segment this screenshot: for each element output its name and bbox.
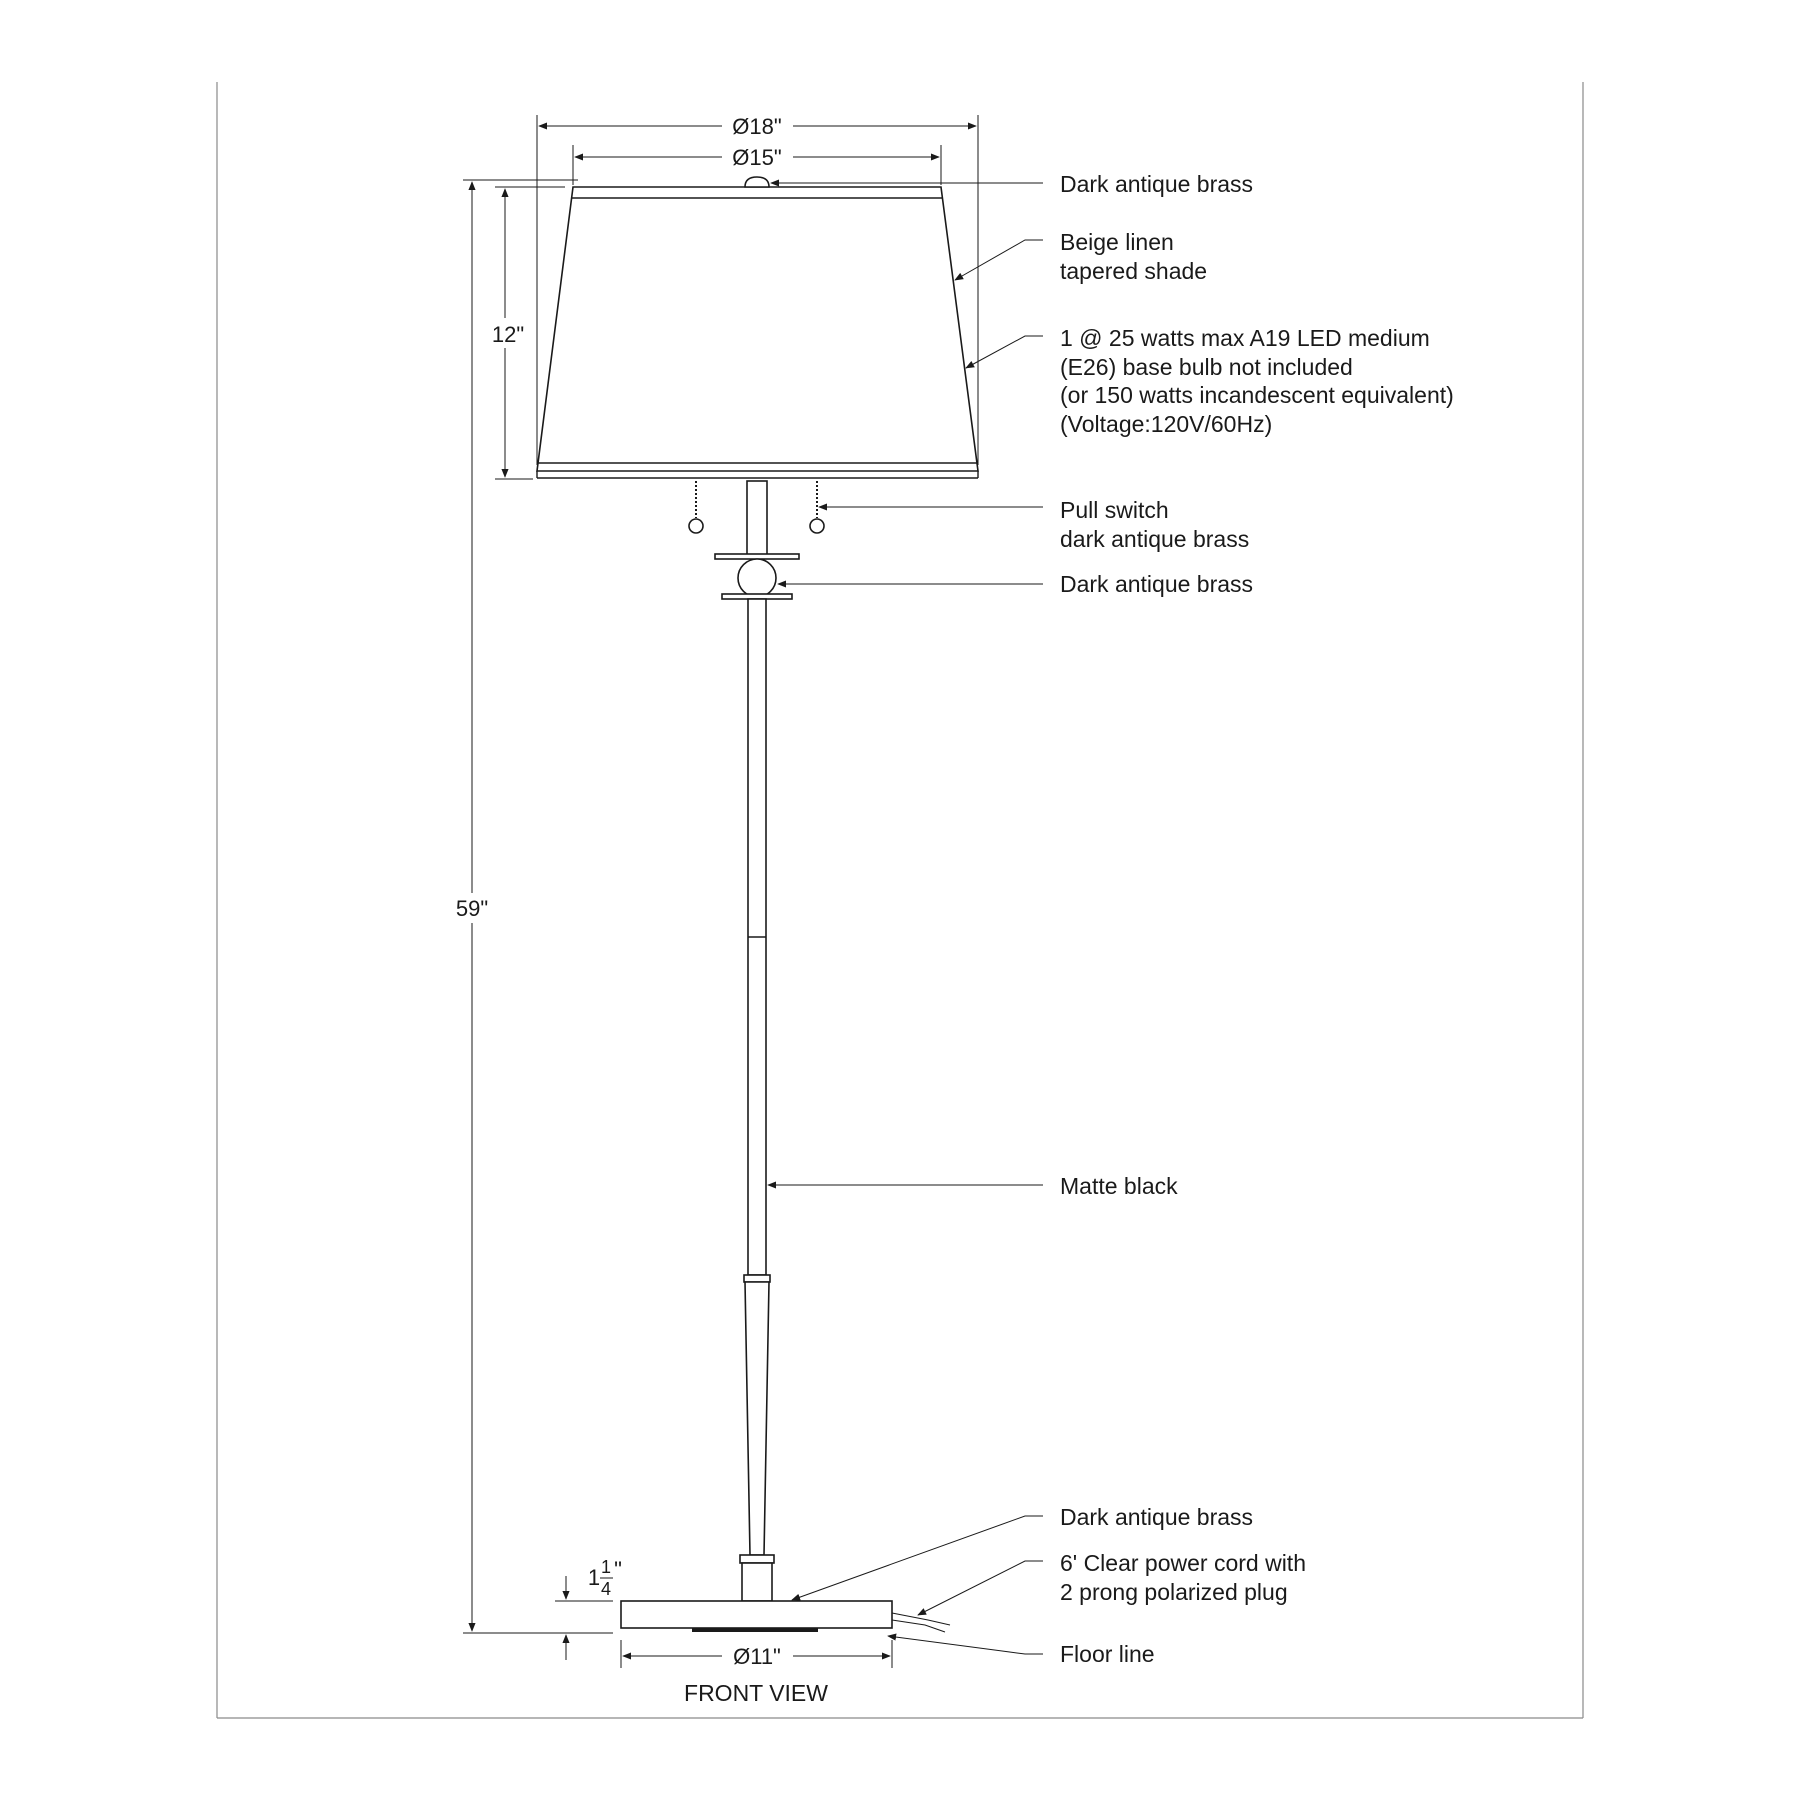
callout-cord-line1: 6' Clear power cord with (1060, 1550, 1306, 1576)
dim-label-base-height-whole: 1 (587, 1565, 601, 1590)
dim-label-base-diameter: Ø11" (733, 1644, 781, 1669)
dim-label-shade-top: Ø15" (732, 145, 782, 170)
callout-switch-line2: dark antique brass (1060, 526, 1250, 552)
knuckle (715, 554, 799, 599)
callout-shade-line1: Beige linen (1060, 229, 1174, 255)
callout-shade-line2: tapered shade (1060, 258, 1208, 284)
dim-label-shade-height: 12" (491, 322, 525, 347)
power-cord (892, 1613, 950, 1632)
callout-base: Dark antique brass (1060, 1504, 1254, 1530)
lamp-base (621, 1601, 892, 1632)
view-label: FRONT VIEW (684, 1680, 828, 1706)
dim-base-diameter (621, 1640, 892, 1669)
callout-finial: Dark antique brass (1060, 171, 1254, 197)
callout-bulb-line1: 1 @ 25 watts max A19 LED medium (1060, 325, 1430, 351)
callout-bulb-line3: (or 150 watts incandescent equivalent) (1060, 382, 1454, 408)
callout-cord-line2: 2 prong polarized plug (1060, 1579, 1288, 1605)
dim-base-height (555, 1557, 622, 1660)
callout-stem: Matte black (1060, 1173, 1178, 1199)
callout-bulb-line2: (E26) base bulb not included (1060, 354, 1353, 380)
callout-floor-line: Floor line (1060, 1641, 1155, 1667)
stem (740, 599, 774, 1601)
dim-label-overall-height: 59" (455, 896, 489, 921)
callout-knuckle: Dark antique brass (1060, 571, 1254, 597)
dim-label-shade-bottom: Ø18" (732, 114, 782, 139)
finial (745, 177, 769, 187)
callout-switch-line1: Pull switch (1060, 497, 1169, 523)
lamp-shade (537, 187, 978, 478)
dim-label-base-height-den: 4 (600, 1579, 612, 1599)
upper-stem (747, 481, 767, 555)
callout-bulb-line4: (Voltage:120V/60Hz) (1060, 411, 1273, 437)
dim-label-base-height-unit: " (614, 1557, 622, 1582)
dim-label-base-height-num: 1 (600, 1557, 612, 1577)
